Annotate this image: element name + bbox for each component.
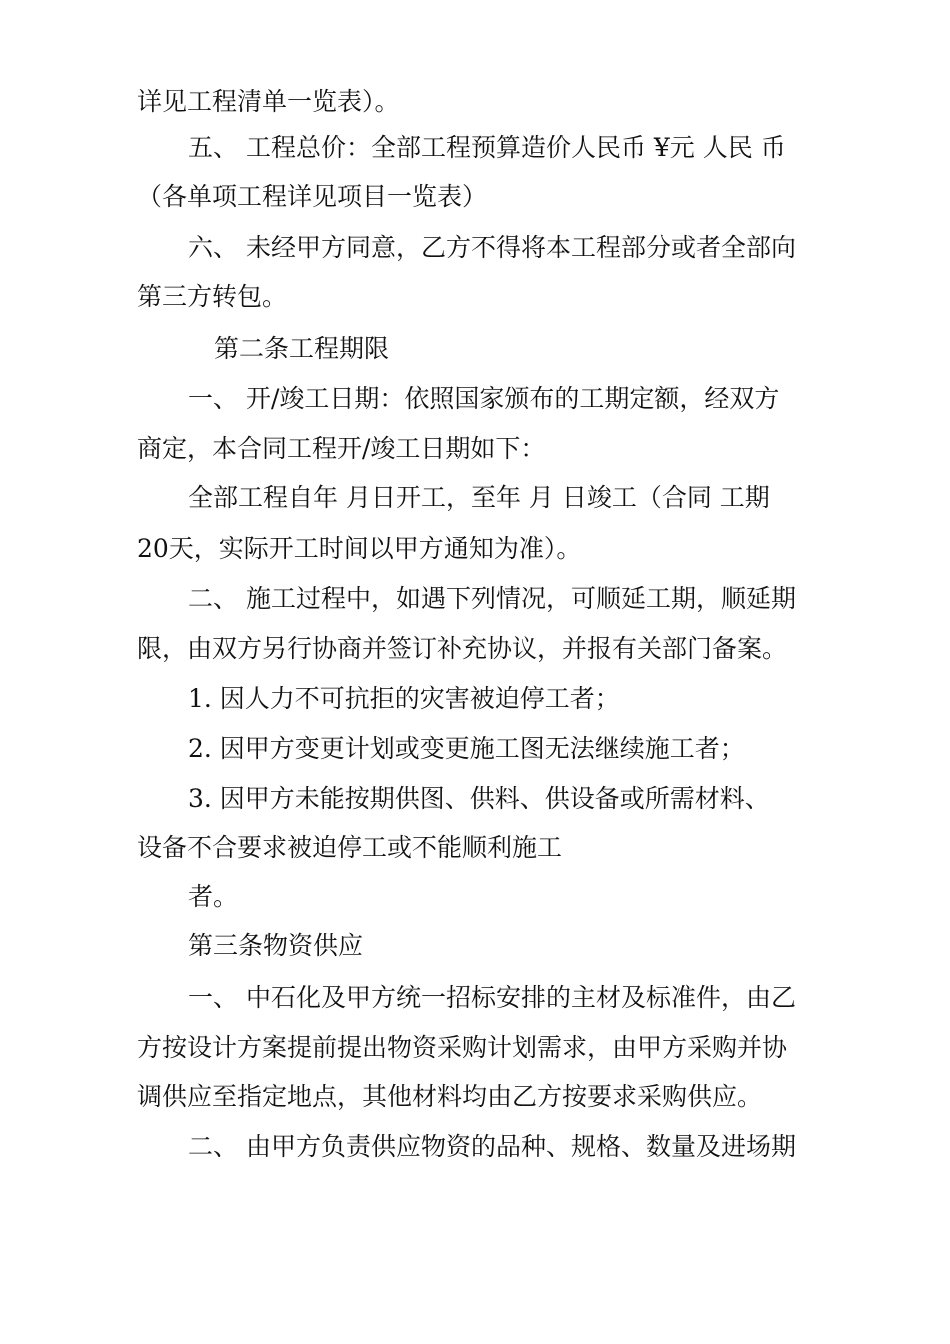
- clause-supply: 二、 由甲方负责供应物资的品种、规格、数量及进场期: [188, 1132, 796, 1161]
- text-line: 全部工程自年 月日开工，至年 月 日竣工（合同 工期: [188, 483, 770, 512]
- text-line: 商定，本合同工程开/竣工日期如下：: [137, 434, 546, 463]
- list-item: 1. 因人力不可抗拒的灾害被迫停工者；: [188, 684, 620, 713]
- list-item: 3. 因甲方未能按期供图、供料、供设备或所需材料、: [188, 784, 770, 813]
- text-line: 限，由双方另行协商并签订补充协议，并报有关部门备案。: [137, 634, 788, 663]
- text-line: 详见工程清单一览表）。: [137, 87, 400, 116]
- text-line: 方按设计方案提前提出物资采购计划需求，由甲方采购并协: [137, 1033, 788, 1062]
- text-line: 设备不合要求被迫停工或不能顺利施工: [137, 833, 563, 862]
- text-line: 20天，实际开工时间以甲方通知为准）。: [137, 534, 582, 563]
- section-heading-article-3: 第三条物资供应: [188, 931, 364, 960]
- text-line: （各单项工程详见项目一览表）: [137, 182, 488, 211]
- section-heading-article-2: 第二条工程期限: [214, 334, 390, 363]
- list-item: 2. 因甲方变更计划或变更施工图无法继续施工者；: [188, 734, 745, 763]
- clause-total-price: 五、 工程总价：全部工程预算造价人民币 ¥元 人民 币: [188, 133, 786, 162]
- clause-start-end-date: 一、 开/竣工日期：依照国家颁布的工期定额，经双方: [188, 384, 780, 413]
- text-line: 调供应至指定地点，其他材料均由乙方按要求采购供应。: [137, 1082, 763, 1111]
- text-line: 者。: [188, 882, 239, 911]
- clause-subcontract: 六、 未经甲方同意，乙方不得将本工程部分或者全部向: [188, 233, 796, 262]
- clause-extension: 二、 施工过程中，如遇下列情况，可顺延工期，顺延期: [188, 584, 796, 613]
- clause-materials: 一、 中石化及甲方统一招标安排的主材及标准件，由乙: [188, 983, 796, 1012]
- text-line: 第三方转包。: [137, 282, 288, 311]
